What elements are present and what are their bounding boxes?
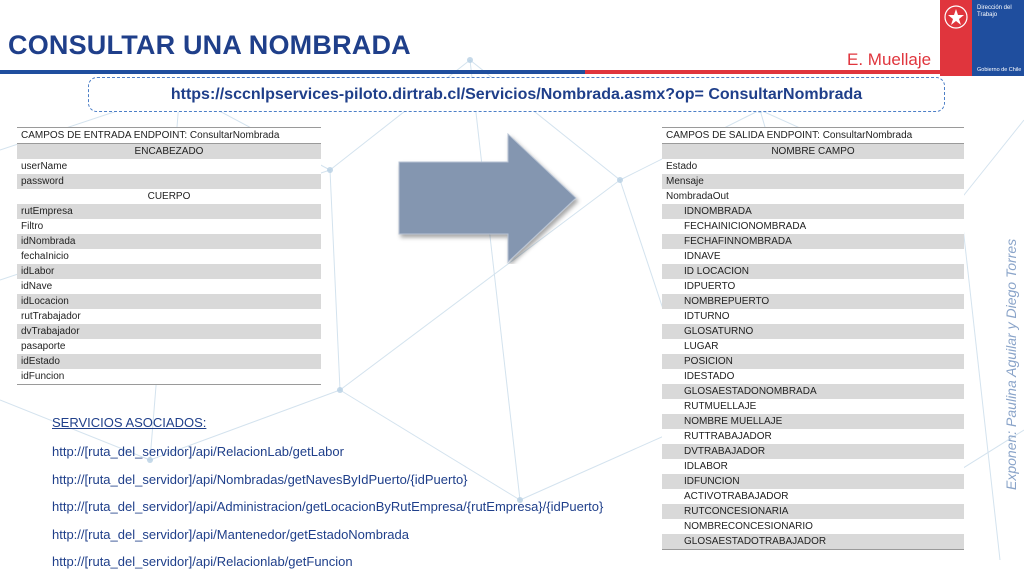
input-field-row-cell: dvTrabajador bbox=[17, 324, 321, 339]
input-field-row bbox=[17, 204, 321, 219]
service-link[interactable]: http://[ruta_del_servidor]/api/RelacionLab/getLabor bbox=[52, 444, 344, 459]
output-subfield-row bbox=[662, 489, 964, 504]
output-subfield-row-cell: IDESTADO bbox=[662, 369, 964, 384]
input-field-row-cell: idLocacion bbox=[17, 294, 321, 309]
output-subfield-row bbox=[662, 399, 964, 414]
seal-icon bbox=[943, 4, 969, 30]
output-table-header bbox=[662, 128, 964, 144]
input-field-row-cell: Filtro bbox=[17, 219, 321, 234]
output-subfield-row-cell: IDNOMBRADA bbox=[662, 204, 964, 219]
output-subfield-row bbox=[662, 204, 964, 219]
right-arrow-icon bbox=[396, 132, 582, 264]
output-subfield-row bbox=[662, 474, 964, 489]
input-field-row bbox=[17, 159, 321, 174]
input-field-row bbox=[17, 324, 321, 339]
input-field-row-cell: idLabor bbox=[17, 264, 321, 279]
output-subfield-row-cell: NOMBRECONCESIONARIO bbox=[662, 519, 964, 534]
input-field-row bbox=[17, 249, 321, 264]
output-subfield-row-cell: GLOSAESTADONOMBRADA bbox=[662, 384, 964, 399]
output-subfield-row bbox=[662, 459, 964, 474]
output-subfield-row bbox=[662, 384, 964, 399]
output-subfield-row bbox=[662, 414, 964, 429]
input-field-row bbox=[17, 279, 321, 294]
service-link[interactable]: http://[ruta_del_servidor]/api/Mantenedor/getEstadoNombrada bbox=[52, 526, 409, 542]
output-subfield-row-cell: IDLABOR bbox=[662, 459, 964, 474]
output-subfield-row-cell: IDTURNO bbox=[662, 309, 964, 324]
output-subfield-row-cell: FECHAFINNOMBRADA bbox=[662, 234, 964, 249]
input-field-row-cell: idEstado bbox=[17, 354, 321, 369]
input-field-row bbox=[17, 264, 321, 279]
input-field-row-cell: rutEmpresa bbox=[17, 204, 321, 219]
output-subfield-row bbox=[662, 264, 964, 279]
input-table-header bbox=[17, 128, 321, 144]
input-field-row-cell: idFuncion bbox=[17, 369, 321, 385]
input-field-row-cell: fechaInicio bbox=[17, 249, 321, 264]
input-field-row bbox=[17, 354, 321, 369]
input-field-row-cell: rutTrabajador bbox=[17, 309, 321, 324]
output-subfield-row-cell: DVTRABAJADOR bbox=[662, 444, 964, 459]
output-field-row-cell: NombradaOut bbox=[662, 189, 964, 204]
output-subfield-row bbox=[662, 369, 964, 384]
endpoint-url[interactable]: https://sccnlpservices-piloto.dirtrab.cl/Servicios/Nombrada.asmx?op= ConsultarNombrada bbox=[170, 85, 863, 103]
logo-line2: Trabajo bbox=[977, 12, 998, 18]
output-subfield-row-cell: NOMBREPUERTO bbox=[662, 294, 964, 309]
service-link[interactable]: http://[ruta_del_servidor]/api/Administracion/getLocacionByRutEmpresa/{rutEmpresa}/{idPuerto} bbox=[52, 499, 604, 514]
output-field-row bbox=[662, 159, 964, 174]
presenters-credit: Exponen: Paulina Aguilar y Diego Torres bbox=[1003, 238, 1019, 490]
output-subfield-row bbox=[662, 279, 964, 294]
header-rule-blue bbox=[0, 70, 585, 74]
input-field-row-cell: userName bbox=[17, 159, 321, 174]
author-label: E. Muellaje bbox=[847, 50, 932, 69]
output-field-row bbox=[662, 189, 964, 204]
gobierno-logo bbox=[940, 0, 1024, 76]
output-subfield-row-cell: RUTMUELLAJE bbox=[662, 399, 964, 414]
header-rule-red bbox=[585, 70, 940, 74]
output-subfield-row-cell: ID LOCACION bbox=[662, 264, 964, 279]
output-column-label-cell: NOMBRE CAMPO bbox=[662, 144, 964, 160]
output-subfield-row-cell: POSICION bbox=[662, 354, 964, 369]
logo-footer: Gobierno de Chile bbox=[977, 67, 1022, 73]
output-field-row bbox=[662, 174, 964, 189]
output-fields-table bbox=[662, 127, 964, 550]
service-links-list bbox=[52, 438, 662, 576]
output-subfield-row bbox=[662, 339, 964, 354]
output-subfield-row bbox=[662, 309, 964, 324]
input-field-row-cell: pasaporte bbox=[17, 339, 321, 354]
output-subfield-row-cell: RUTCONCESIONARIA bbox=[662, 504, 964, 519]
input-field-row bbox=[17, 294, 321, 309]
logo-red-band bbox=[940, 0, 972, 76]
output-subfield-row bbox=[662, 504, 964, 519]
output-subfield-row-cell: GLOSAESTADOTRABAJADOR bbox=[662, 534, 964, 550]
input-field-row bbox=[17, 339, 321, 354]
output-column-label bbox=[662, 144, 964, 160]
input-fields-table bbox=[17, 127, 321, 385]
services-heading: SERVICIOS ASOCIADOS: bbox=[52, 415, 207, 430]
output-subfield-row bbox=[662, 234, 964, 249]
output-field-row-cell: Mensaje bbox=[662, 174, 964, 189]
input-field-row bbox=[17, 369, 321, 385]
output-subfield-row-cell: RUTTRABAJADOR bbox=[662, 429, 964, 444]
output-field-row-cell: Estado bbox=[662, 159, 964, 174]
input-field-row bbox=[17, 219, 321, 234]
output-subfield-row bbox=[662, 534, 964, 550]
output-subfield-row bbox=[662, 219, 964, 234]
input-section-encabezado-cell: ENCABEZADO bbox=[17, 144, 321, 160]
input-field-row-cell: password bbox=[17, 174, 321, 189]
output-subfield-row bbox=[662, 354, 964, 369]
output-subfield-row bbox=[662, 249, 964, 264]
input-field-row-cell: idNombrada bbox=[17, 234, 321, 249]
output-subfield-row-cell: IDPUERTO bbox=[662, 279, 964, 294]
input-section-cuerpo-cell: CUERPO bbox=[17, 189, 321, 204]
slide-title: CONSULTAR UNA NOMBRADA bbox=[8, 30, 411, 60]
input-section-encabezado bbox=[17, 144, 321, 160]
output-subfield-row-cell: NOMBRE MUELLAJE bbox=[662, 414, 964, 429]
endpoint-url-box bbox=[88, 77, 945, 112]
services-section bbox=[52, 415, 662, 576]
logo-line1: Dirección del bbox=[977, 5, 1012, 11]
output-subfield-row bbox=[662, 294, 964, 309]
service-link[interactable]: http://[ruta_del_servidor]/api/Relacionlab/getFuncion bbox=[52, 554, 353, 569]
input-field-row bbox=[17, 174, 321, 189]
input-section-cuerpo bbox=[17, 189, 321, 204]
output-subfield-row bbox=[662, 519, 964, 534]
output-subfield-row-cell: GLOSATURNO bbox=[662, 324, 964, 339]
input-field-row bbox=[17, 234, 321, 249]
output-subfield-row-cell: IDFUNCION bbox=[662, 474, 964, 489]
output-subfield-row bbox=[662, 324, 964, 339]
output-subfield-row-cell: IDNAVE bbox=[662, 249, 964, 264]
service-link[interactable]: http://[ruta_del_servidor]/api/Nombradas/getNavesByIdPuerto/{idPuerto} bbox=[52, 471, 468, 487]
input-table-header-cell: CAMPOS DE ENTRADA ENDPOINT: ConsultarNombrada bbox=[17, 128, 321, 144]
output-subfield-row-cell: FECHAINICIONOMBRADA bbox=[662, 219, 964, 234]
input-field-row-cell: idNave bbox=[17, 279, 321, 294]
output-subfield-row-cell: ACTIVOTRABAJADOR bbox=[662, 489, 964, 504]
output-table-header-cell: CAMPOS DE SALIDA ENDPOINT: ConsultarNombrada bbox=[662, 128, 964, 144]
input-field-row bbox=[17, 309, 321, 324]
output-subfield-row bbox=[662, 444, 964, 459]
output-subfield-row-cell: LUGAR bbox=[662, 339, 964, 354]
output-subfield-row bbox=[662, 429, 964, 444]
